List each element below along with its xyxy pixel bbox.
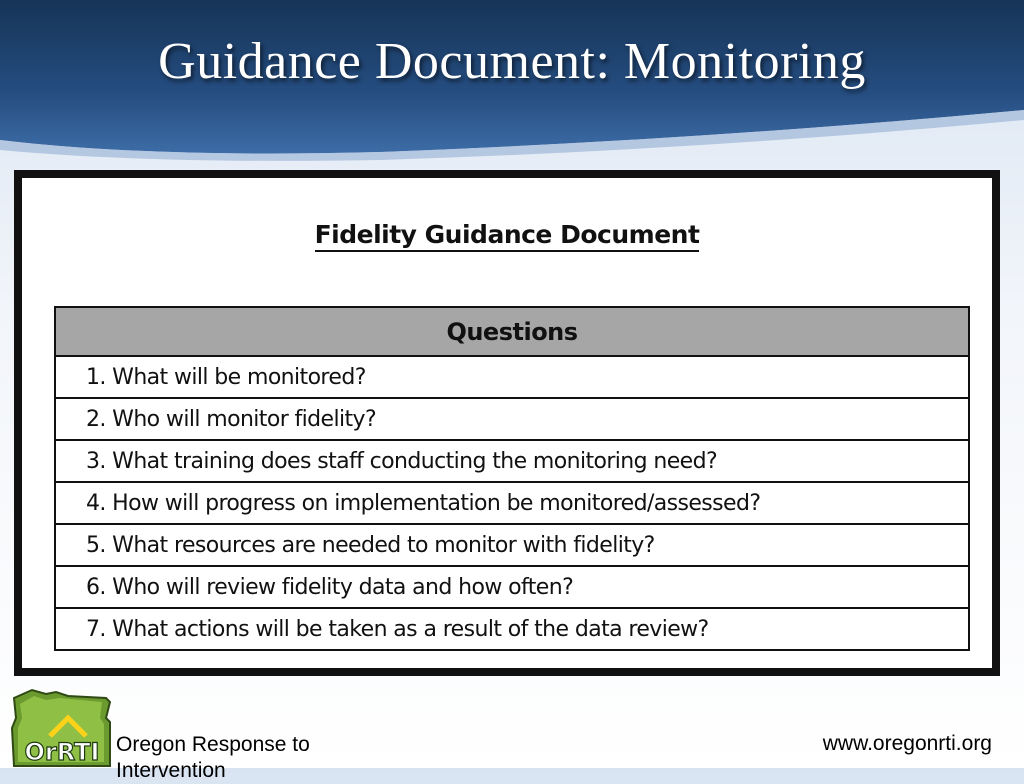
footer-org-name: Oregon Response to Intervention xyxy=(116,733,310,782)
question-5: 5. What resources are needed to monitor with fidelity? xyxy=(55,524,969,566)
document-heading xyxy=(22,220,992,249)
slide-title: Guidance Document: Monitoring xyxy=(158,33,866,90)
question-6: 6. Who will review fidelity data and how often? xyxy=(55,566,969,608)
table-row xyxy=(55,482,969,524)
table-row xyxy=(55,608,969,650)
slide-header xyxy=(0,0,1024,160)
oregon-state-logo-icon xyxy=(10,688,114,768)
table-row xyxy=(55,524,969,566)
questions-table xyxy=(54,306,970,651)
questions-column-header: Questions xyxy=(55,307,969,356)
logo-text: OrRTI xyxy=(24,738,100,766)
question-1: 1. What will be monitored? xyxy=(55,356,969,398)
table-row xyxy=(55,356,969,398)
orrti-logo xyxy=(10,688,114,768)
document-image-frame xyxy=(14,170,1000,676)
question-2: 2. Who will monitor fidelity? xyxy=(55,398,969,440)
document-page xyxy=(19,175,995,671)
table-header-row xyxy=(55,307,969,356)
question-7: 7. What actions will be taken as a result of the data review? xyxy=(55,608,969,650)
table-row xyxy=(55,566,969,608)
question-4: 4. How will progress on implementation be monitored/assessed? xyxy=(55,482,969,524)
table-row xyxy=(55,398,969,440)
question-3: 3. What training does staff conducting the monitoring need? xyxy=(55,440,969,482)
footer-website-link[interactable]: www.oregonrti.org xyxy=(822,732,992,755)
table-row xyxy=(55,440,969,482)
document-heading-text: Fidelity Guidance Document xyxy=(315,220,700,252)
